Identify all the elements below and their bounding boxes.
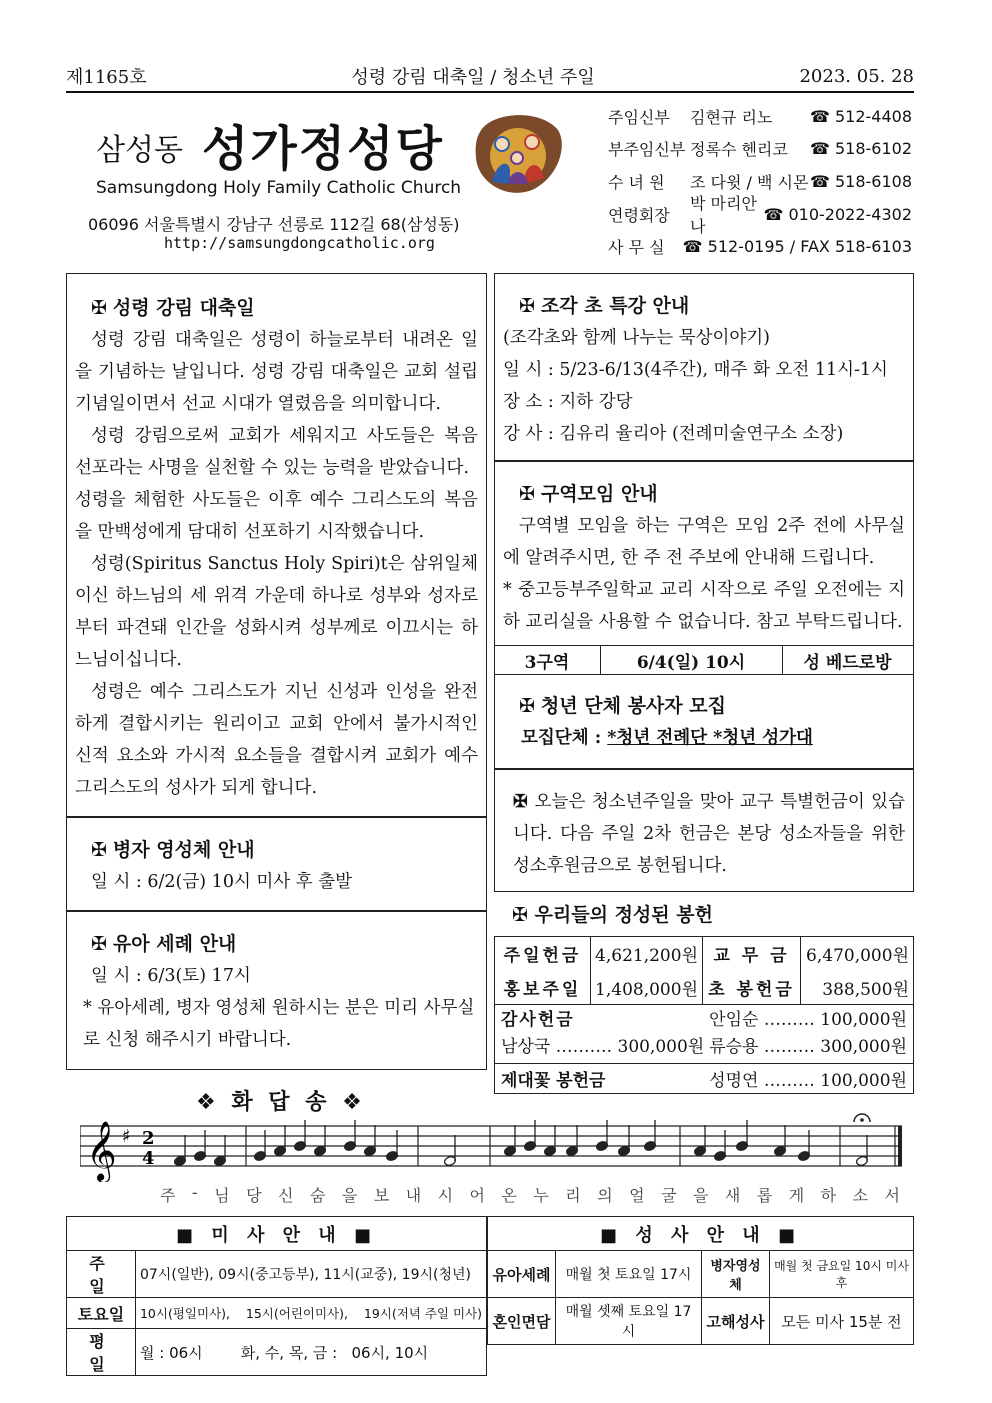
lyric-syllable: 을 xyxy=(341,1186,358,1205)
hymn-lyrics xyxy=(160,1183,900,1206)
table-row xyxy=(488,1298,914,1345)
issue-date: 2023. 05. 28 xyxy=(799,65,914,87)
mass-day-label: 토요일 xyxy=(67,1298,136,1329)
staff-role: 연령회장 xyxy=(608,205,670,225)
staff-role: 부주임신부 xyxy=(608,140,686,160)
offering-label: 교 무 금 xyxy=(703,937,801,971)
table-row xyxy=(67,1329,487,1376)
lyric-syllable: 얼 xyxy=(629,1186,645,1205)
staff-phone: ☎ 512-0195 / FAX 518-6103 xyxy=(682,237,912,257)
donor-amount: 300,000원 xyxy=(617,1037,705,1057)
offering-heading xyxy=(512,900,713,927)
section-title: 유아 세례 안내 xyxy=(112,933,237,955)
staff-phone: ☎ 518-6102 xyxy=(809,139,912,159)
lyric-syllable: 소 xyxy=(852,1186,869,1205)
section-divider xyxy=(495,768,913,770)
lyric-syllable: 의 xyxy=(597,1186,613,1205)
donor-name: 안임순 xyxy=(709,1010,759,1030)
donor-amount: 100,000원 xyxy=(820,1010,907,1030)
staff-phone: ☎ 512-4408 xyxy=(809,106,912,126)
lyric-syllable: 롭 xyxy=(756,1186,773,1205)
svg-text:4: 4 xyxy=(142,1148,155,1169)
lyric-syllable: 어 xyxy=(469,1186,485,1205)
lyric-syllable: 님 xyxy=(214,1186,230,1205)
table-row xyxy=(495,971,914,1005)
recruit-label: 모집단체 : xyxy=(521,728,602,748)
staff-directory xyxy=(608,100,912,263)
candle-lecture-section xyxy=(495,290,913,450)
donor-amount: 100,000원 xyxy=(820,1071,907,1091)
table-row xyxy=(488,1251,914,1298)
district-cell: 3구역 xyxy=(494,646,600,675)
section-divider xyxy=(67,816,486,818)
note: * 중고등부주일학교 교리 시작으로 주일 오전에는 지하 교리실을 사용할 수 없습니다. 참고 부탁드립니다. xyxy=(503,580,905,632)
table-row xyxy=(67,1298,487,1329)
table-row xyxy=(494,646,913,675)
lyric-syllable: 굴 xyxy=(661,1186,677,1205)
sacrament-label: 혼인면담 xyxy=(488,1298,556,1345)
mass-day-label: 평 일 xyxy=(67,1329,136,1376)
schedule-line: 일 시 : 6/3(토) 17시 xyxy=(91,966,251,986)
lyric-syllable: 주 xyxy=(160,1186,176,1205)
lyric-syllable: 신 xyxy=(278,1186,294,1205)
lyric-syllable: 새 xyxy=(724,1186,741,1205)
lyric-syllable: 게 xyxy=(788,1186,805,1205)
table-row: 감사헌금 안임순 ……… 100,000원 남상국 ………. 300,000원 류승용 ……… 300,000원 xyxy=(495,1005,914,1064)
mass-times: 월 : 06시 화, 수, 목, 금 : 06시, 10시 xyxy=(135,1329,486,1376)
church-english-name: Samsungdong Holy Family Catholic Church xyxy=(96,178,462,198)
church-location: 삼성동 xyxy=(96,133,183,168)
youth-volunteer-section xyxy=(495,690,913,754)
sacrament-schedule-header: ■ 성 사 안 내 ■ xyxy=(488,1217,914,1251)
offering-amount: 1,408,000원 xyxy=(591,971,703,1005)
church-address: 06096 서울특별시 강남구 선릉로 112길 68(삼성동) xyxy=(88,215,460,234)
lyric-syllable: 보 xyxy=(373,1186,390,1205)
recruit-groups: *청년 전례단 *청년 성가대 xyxy=(607,728,813,748)
cross-icon: ✠ xyxy=(91,297,107,319)
section-title: 병자 영성체 안내 xyxy=(112,839,255,861)
lyric-syllable: 서 xyxy=(884,1186,900,1205)
staff-row xyxy=(608,194,912,237)
mass-schedule-table xyxy=(66,1216,487,1376)
section-title: 청년 단체 봉사자 모집 xyxy=(540,695,726,717)
sacrament-label: 고해성사 xyxy=(702,1298,770,1345)
donor-amount: 300,000원 xyxy=(820,1037,907,1057)
sick-communion-section xyxy=(67,834,486,898)
lecture-teacher: 강 사 : 김유리 율리아 (전례미술연구소 소장) xyxy=(503,424,844,444)
schedule-line: 일 시 : 6/2(금) 10시 미사 후 출발 xyxy=(91,872,353,892)
staff-phone: ☎ 518-6108 xyxy=(809,171,912,191)
section-divider xyxy=(495,460,913,462)
right-column xyxy=(494,273,914,892)
cross-icon: ✠ xyxy=(91,933,107,955)
section-title: 조각 초 특강 안내 xyxy=(540,295,690,317)
lecture-time: 일 시 : 5/23-6/13(4주간), 매주 화 오전 11시-1시 xyxy=(503,360,888,380)
cross-icon: ✠ xyxy=(519,695,535,717)
donor-name: 남상국 xyxy=(501,1037,551,1057)
cross-icon: ✠ xyxy=(513,792,535,812)
holy-family-logo xyxy=(470,112,566,196)
mass-times: 07시(일반), 09시(중고등부), 11시(교중), 19시(청년) xyxy=(135,1251,486,1298)
cross-icon: ✠ xyxy=(512,904,535,926)
thanks-offering-label: 감사헌금 xyxy=(501,1010,575,1030)
lyric-syllable: 하 xyxy=(820,1186,837,1205)
lyric-syllable: 시 xyxy=(437,1186,454,1205)
offering-amount: 388,500원 xyxy=(801,971,914,1005)
pentecost-section xyxy=(67,292,486,804)
issue-number: 제1165호 xyxy=(66,67,147,88)
room-cell: 성 베드로방 xyxy=(782,646,913,675)
church-name: 성가정성당 xyxy=(202,121,444,177)
district-meeting-section xyxy=(495,478,913,638)
staff-row xyxy=(608,133,912,166)
staff-name: 정록수 헨리코 xyxy=(690,140,788,160)
svg-text:♯: ♯ xyxy=(122,1126,131,1147)
lyric-syllable: 내 xyxy=(405,1186,422,1205)
special-offering-notice xyxy=(495,786,913,882)
table-row xyxy=(67,1251,487,1298)
staff-role: 주임신부 xyxy=(608,107,670,127)
paragraph: 성령 강림 대축일은 성령이 하늘로부터 내려온 일을 기념하는 날입니다. 성령 강림 대축일은 교회 설립기념일이면서 선교 시대가 열렸음을 의미합니다. xyxy=(75,330,478,414)
notice-text: 오늘은 청소년주일을 맞아 교구 특별헌금이 있습니다. 다음 주일 2차 헌금은 본당 성소자들을 위한 성소후원금으로 봉헌됩니다. xyxy=(513,792,905,876)
sacrament-time: 매월 첫 토요일 17시 xyxy=(556,1251,702,1298)
table-row xyxy=(488,1217,914,1251)
sacrament-time: 모든 미사 15분 전 xyxy=(770,1298,914,1345)
cross-icon: ✠ xyxy=(91,839,107,861)
treble-clef-icon: 𝄞 xyxy=(86,1121,117,1181)
altar-flower-label: 제대꽃 봉헌금 xyxy=(501,1071,606,1091)
offering-label: 주일헌금 xyxy=(495,937,591,971)
issue-header xyxy=(66,62,914,90)
paragraph: 성령(Spiritus Sanctus Holy Spiri)t은 삼위일체이신 하느님의 세 위격 가운데 하나로 성부와 성자로부터 파견돼 인간을 성화시켜 성부께로 이끄시는 하느님이십니다. xyxy=(75,554,478,670)
note: * 유아세례, 병자 영성체 원하시는 분은 미리 사무실로 신청 해주시기 바랍니다. xyxy=(83,998,475,1050)
lyric-syllable: 을 xyxy=(692,1186,709,1205)
sacrament-label: 유아세례 xyxy=(488,1251,556,1298)
lyric-syllable: 온 xyxy=(501,1186,517,1205)
offering-amount: 6,470,000원 xyxy=(801,937,914,971)
sacrament-time: 매월 첫 금요일 10시 미사 후 xyxy=(770,1251,914,1298)
sacrament-label: 병자영성체 xyxy=(702,1251,770,1298)
section-title: 우리들의 정성된 봉헌 xyxy=(534,904,713,926)
lyric-syllable: 숨 xyxy=(309,1186,326,1205)
svg-text:2: 2 xyxy=(142,1128,155,1149)
date-cell: 6/4(일) 10시 xyxy=(600,646,782,675)
offering-label: 초 봉헌금 xyxy=(703,971,801,1005)
staff-name: 박 마리안나 xyxy=(690,194,757,237)
cross-icon: ✠ xyxy=(519,483,535,505)
music-staff xyxy=(80,1112,914,1182)
paragraph: 성령은 예수 그리스도가 지닌 신성과 인성을 완전하게 결합시키는 원리이고 교회 안에서 불가시적인 신적 요소와 가시적 요소들을 결합시켜 교회가 예수 그리스도의 성사가 되게 합니다. xyxy=(75,682,478,798)
left-column xyxy=(66,273,487,1070)
lyric-syllable: - xyxy=(191,1183,198,1202)
section-divider xyxy=(67,910,486,912)
paragraph: 성령을 체험한 사도들은 이후 예수 그리스도의 복음을 만백성에게 담대히 선포하기 시작했습니다. xyxy=(75,490,478,542)
lyric-syllable: 누 xyxy=(533,1186,549,1205)
staff-name: 김현규 리노 xyxy=(690,107,773,127)
lecture-place: 장 소 : 지하 강당 xyxy=(503,392,633,412)
donor-name: 류승용 xyxy=(709,1037,759,1057)
district-schedule-table xyxy=(494,645,914,675)
mass-times: 10시(평일미사), 15시(어린이미사), 19시(저녁 주일 미사) xyxy=(135,1298,486,1329)
sacrament-time: 매월 셋째 토요일 17시 xyxy=(556,1298,702,1345)
sacrament-schedule-table xyxy=(487,1216,914,1345)
header-rule xyxy=(66,91,914,93)
offering-table xyxy=(494,936,914,1094)
table-row: 제대꽃 봉헌금 성명연 ……… 100,000원 xyxy=(495,1064,914,1094)
paragraph: 구역별 모임을 하는 구역은 모임 2주 전에 사무실에 알려주시면, 한 주 전 주보에 안내해 드립니다. xyxy=(503,516,905,568)
church-website-link[interactable]: http://samsungdongcatholic.org xyxy=(164,234,435,252)
infant-baptism-section xyxy=(67,928,486,1056)
section-title: 성령 강림 대축일 xyxy=(112,297,255,319)
offering-amount: 4,621,200원 xyxy=(591,937,703,971)
lyric-syllable: 리 xyxy=(565,1186,581,1205)
table-row xyxy=(495,937,914,971)
staff-phone: ☎ 010-2022-4302 xyxy=(763,204,912,224)
staff-name: 조 다윗 / 백 시몬 xyxy=(690,172,809,192)
paragraph: 성령 강림으로써 교회가 세워지고 사도들은 복음 선포라는 사명을 실천할 수 있는 능력을 받았습니다. xyxy=(75,426,478,478)
subtitle: (조각초와 함께 나누는 묵상이야기) xyxy=(503,328,771,348)
offering-label: 홍보주일 xyxy=(495,971,591,1005)
staff-role: 수 녀 원 xyxy=(608,172,665,192)
table-row xyxy=(67,1217,487,1251)
donor-name: 성명연 xyxy=(709,1071,759,1091)
mass-day-label: 주 일 xyxy=(67,1251,136,1298)
responsorial-psalm-title: ❖ 화 답 송 ❖ xyxy=(196,1090,366,1115)
staff-role: 사 무 실 xyxy=(608,238,665,258)
issue-theme: 성령 강림 대축일 / 청소년 주일 xyxy=(351,67,595,88)
section-title: 구역모임 안내 xyxy=(540,483,658,505)
lyric-syllable: 당 xyxy=(246,1186,262,1205)
cross-icon: ✠ xyxy=(519,295,535,317)
staff-row xyxy=(608,100,912,133)
mass-schedule-header: ■ 미 사 안 내 ■ xyxy=(67,1217,487,1251)
